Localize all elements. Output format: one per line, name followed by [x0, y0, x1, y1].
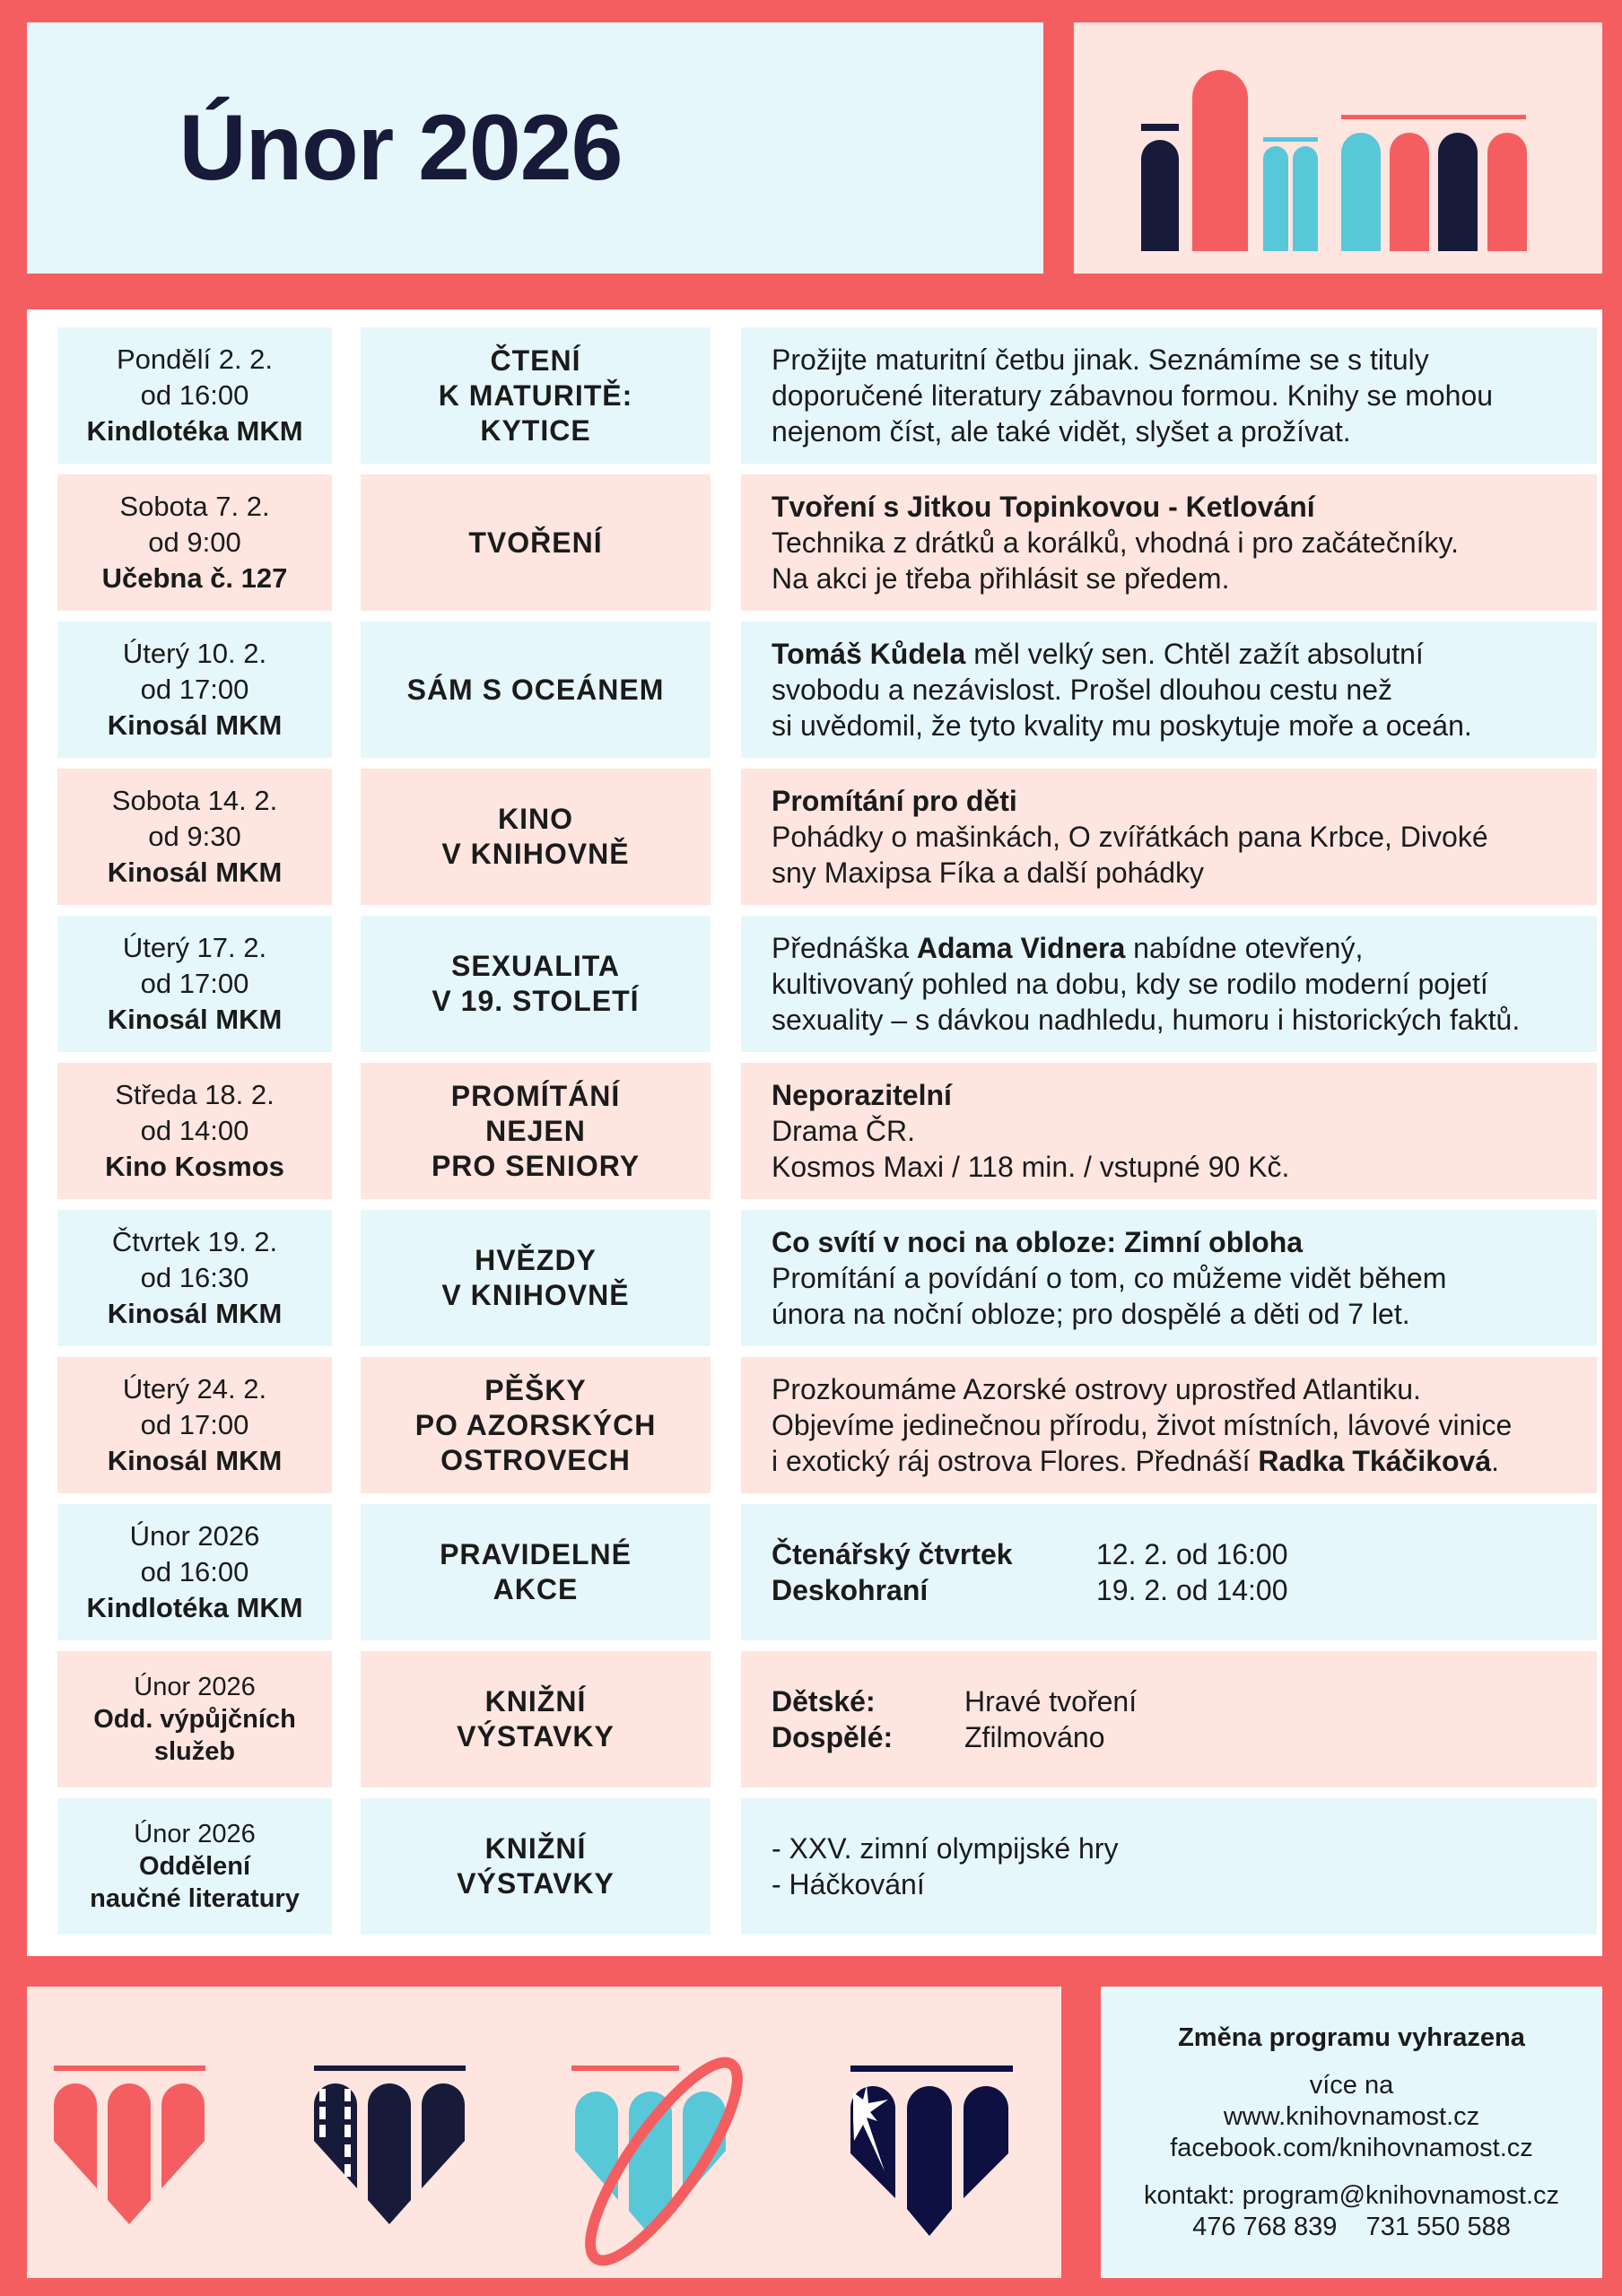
- event-time: od 17:00: [140, 674, 249, 705]
- event-title: [361, 474, 711, 611]
- logo-column-1: [1141, 140, 1179, 251]
- event-date: Únor 2026: [134, 1820, 256, 1848]
- event-title: [361, 1798, 711, 1935]
- event-place: Odd. výpůjčních: [93, 1705, 296, 1734]
- heart-columns-planet-icon: [568, 2045, 760, 2278]
- event-row: [27, 1504, 1602, 1640]
- event-desc-line: Na akci je třeba přihlásit se předem.: [772, 562, 1230, 595]
- event-desc-line: svobodu a nezávislost. Prošel dlouhou cestu než: [772, 674, 1392, 706]
- event-row: [27, 474, 1602, 611]
- event-place: Kinosál MKM: [107, 709, 283, 741]
- event-desc-text: měl velký sen. Chtěl zažít absolutní: [965, 638, 1424, 670]
- event-description: [741, 622, 1597, 758]
- event-date: Únor 2026: [129, 1520, 260, 1552]
- logo-column-4a: [1341, 133, 1381, 251]
- event-title: [361, 1651, 711, 1787]
- event-when: [57, 327, 332, 464]
- event-title-line: PROMÍTÁNÍ: [450, 1079, 621, 1112]
- heart-columns-coral-icon: [54, 2066, 205, 2224]
- event-when: [57, 1357, 332, 1493]
- event-desc-line: Kosmos Maxi / 118 min. / vstupné 90 Kč.: [772, 1151, 1290, 1183]
- event-row: [27, 1210, 1602, 1346]
- event-place: Kinosál MKM: [107, 1004, 283, 1035]
- event-title-line: KINO: [498, 803, 573, 835]
- regular-event-item: [772, 1572, 1597, 1608]
- regular-event-name: Deskohraní: [772, 1574, 929, 1606]
- footer-info: [1101, 1987, 1602, 2278]
- event-row: [27, 1357, 1602, 1493]
- event-desc-name: Adama Vidnera: [916, 932, 1126, 964]
- event-title: [361, 622, 711, 758]
- event-title-line: OSTROVECH: [440, 1443, 631, 1476]
- event-place: Učebna č. 127: [101, 562, 288, 594]
- event-description: [741, 1357, 1597, 1493]
- event-desc-text: nabídne otevřený,: [1125, 932, 1364, 964]
- event-desc-line: Drama ČR.: [772, 1115, 916, 1147]
- facebook-link[interactable]: facebook.com/knihovnamost.cz: [1170, 2134, 1533, 2162]
- event-time: od 17:00: [140, 968, 249, 999]
- page-title: Únor 2026: [179, 95, 623, 200]
- event-row: [27, 769, 1602, 905]
- event-desc-text: .: [1491, 1445, 1500, 1477]
- event-desc-name: Radka Tkáčiková: [1258, 1445, 1492, 1477]
- event-title-line: PRAVIDELNÉ: [440, 1538, 632, 1570]
- event-title-line: AKCE: [493, 1573, 579, 1605]
- event-place: služeb: [153, 1737, 236, 1766]
- program-panel: [27, 309, 1602, 1956]
- heart-columns-window-icon: [314, 2066, 466, 2224]
- event-desc-text: Přednáška: [772, 932, 917, 964]
- event-title: [361, 1063, 711, 1199]
- event-title-line: PO AZORSKÝCH: [414, 1408, 657, 1441]
- event-row: [27, 1651, 1602, 1787]
- event-description: [741, 1063, 1597, 1199]
- event-title-line: V KNIHOVNĚ: [441, 838, 630, 870]
- event-desc-line: Promítání a povídání o tom, co můžeme vidět během: [772, 1262, 1447, 1294]
- event-date: Únor 2026: [134, 1673, 256, 1701]
- event-desc-line: - XXV. zimní olympijské hry: [772, 1832, 1119, 1865]
- event-when: [57, 1504, 332, 1640]
- event-description: [741, 1798, 1597, 1935]
- exhibition-category: Dospělé:: [772, 1721, 894, 1753]
- event-place: Oddělení: [138, 1852, 251, 1881]
- event-title-line: TVOŘENÍ: [468, 526, 603, 559]
- event-title-line: VÝSTAVKY: [457, 1867, 615, 1900]
- event-time: od 16:00: [140, 379, 249, 411]
- event-place: Kinosál MKM: [107, 1298, 283, 1329]
- event-desc-line: doporučené literatury zábavnou formou. Knihy se mohou: [772, 379, 1494, 412]
- event-title: [361, 916, 711, 1052]
- event-time: od 9:30: [148, 821, 241, 852]
- event-row: [27, 1063, 1602, 1199]
- exhibition-name: Zfilmováno: [964, 1721, 1105, 1753]
- event-description: [741, 474, 1597, 611]
- logo-column-4c: [1438, 133, 1478, 251]
- footer-logos: [27, 1987, 1061, 2278]
- event-desc-line: Pohádky o mašinkách, O zvířátkách pana Krbce, Divoké: [772, 821, 1488, 853]
- event-when: [57, 916, 332, 1052]
- heart-columns-star-icon: [850, 2066, 1013, 2236]
- event-place: naučné literatury: [90, 1884, 300, 1913]
- library-columns-logo-icon: [1074, 22, 1602, 274]
- logo-column-2: [1192, 70, 1248, 251]
- event-when: [57, 1063, 332, 1199]
- event-title-line: V 19. STOLETÍ: [432, 985, 640, 1017]
- event-title-line: KYTICE: [480, 413, 591, 447]
- event-row: [27, 1798, 1602, 1935]
- event-place: Kinosál MKM: [107, 857, 283, 888]
- event-description: [741, 916, 1597, 1052]
- logo-bar-4: [1341, 115, 1526, 119]
- event-date: Úterý 10. 2.: [122, 638, 267, 669]
- event-row: [27, 327, 1602, 464]
- event-date: Sobota 14. 2.: [111, 785, 278, 816]
- event-date: Úterý 17. 2.: [122, 932, 267, 963]
- event-date: Středa 18. 2.: [115, 1079, 275, 1110]
- event-when: [57, 1798, 332, 1935]
- event-row: [27, 916, 1602, 1052]
- more-info-label: více na: [1309, 2071, 1394, 2100]
- event-desc-name: Tomáš Kůdela: [772, 638, 966, 670]
- event-desc-line: Objevíme jedinečnou přírodu, život místních, lávové vinice: [772, 1409, 1513, 1441]
- event-title-line: KNIŽNÍ: [484, 1685, 587, 1718]
- event-desc-heading: Neporazitelní: [772, 1079, 952, 1111]
- event-desc-line: sny Maxipsa Fíka a další pohádky: [772, 857, 1205, 889]
- logo-bar-1: [1141, 124, 1179, 131]
- event-description: [741, 1210, 1597, 1346]
- exhibition-category: Dětské:: [772, 1685, 876, 1718]
- logo-bar-3: [1263, 137, 1318, 142]
- logo-column-4d: [1487, 133, 1527, 251]
- event-when: [57, 622, 332, 758]
- event-date: Úterý 24. 2.: [122, 1373, 267, 1405]
- event-place: Kinosál MKM: [107, 1445, 283, 1476]
- exhibition-item: [772, 1719, 1597, 1755]
- event-desc-line: sexuality – s dávkou nadhledu, humoru i historických faktů.: [772, 1004, 1521, 1036]
- event-title: [361, 327, 711, 464]
- website-link[interactable]: www.knihovnamost.cz: [1223, 2102, 1480, 2131]
- event-desc-line: si uvědomil, že tyto kvality mu poskytuje moře a oceán.: [772, 709, 1472, 742]
- header-logo-box: [1074, 22, 1602, 274]
- event-title-line: SÁM S OCEÁNEM: [406, 673, 665, 706]
- header-title-box: [27, 22, 1043, 274]
- regular-event-time: 19. 2. od 14:00: [1096, 1574, 1288, 1606]
- event-desc-line: února na noční obloze; pro dospělé a děti od 7 let.: [772, 1298, 1410, 1330]
- event-title: [361, 1504, 711, 1640]
- event-time: od 9:00: [148, 526, 241, 558]
- event-date: Sobota 7. 2.: [119, 491, 270, 522]
- event-desc-line: Technika z drátků a korálků, vhodná i pro začátečníky.: [772, 526, 1460, 559]
- event-time: od 14:00: [140, 1115, 249, 1146]
- event-when: [57, 1651, 332, 1787]
- event-title: [361, 769, 711, 905]
- event-when: [57, 1210, 332, 1346]
- event-place: Kino Kosmos: [105, 1151, 284, 1182]
- event-desc-line: nejenom číst, ale také vidět, slyšet a prožívat.: [772, 415, 1351, 448]
- event-title-line: PRO SENIORY: [431, 1149, 641, 1182]
- event-time: od 16:00: [140, 1556, 249, 1587]
- logo-column-3b: [1293, 146, 1318, 251]
- event-when: [57, 769, 332, 905]
- logo-column-4b: [1390, 133, 1429, 251]
- event-desc-line: kultivovaný pohled na dobu, kdy se rodilo moderní pojetí: [772, 968, 1488, 1000]
- event-description: [741, 1651, 1597, 1787]
- event-desc-heading: Promítání pro děti: [772, 785, 1017, 817]
- event-title-line: VÝSTAVKY: [457, 1720, 615, 1752]
- event-title: [361, 1357, 711, 1493]
- event-desc-line: Prozkoumáme Azorské ostrovy uprostřed Atlantiku.: [772, 1373, 1421, 1405]
- regular-event-item: [772, 1536, 1597, 1572]
- event-when: [57, 474, 332, 611]
- contact-phones: 476 768 839 731 550 588: [1192, 2213, 1511, 2241]
- event-date: Pondělí 2. 2.: [116, 344, 274, 375]
- contact-email[interactable]: kontakt: program@knihovnamost.cz: [1143, 2181, 1560, 2210]
- event-desc-heading: Tvoření s Jitkou Topinkovou - Ketlování: [772, 491, 1315, 523]
- event-title-line: NEJEN: [485, 1114, 586, 1147]
- event-title-line: ČTENÍ: [490, 344, 581, 377]
- event-desc-heading: Co svítí v noci na obloze: Zimní obloha: [772, 1226, 1304, 1258]
- exhibition-name: Hravé tvoření: [964, 1685, 1138, 1718]
- event-description: [741, 1504, 1597, 1640]
- regular-event-name: Čtenářský čtvrtek: [772, 1538, 1013, 1570]
- event-description: [741, 327, 1597, 464]
- program-change-notice: Změna programu vyhrazena: [1178, 2023, 1525, 2052]
- event-place: Kindlotéka MKM: [86, 1592, 303, 1623]
- event-desc-line: Prožijte maturitní četbu jinak. Seznámíme se s tituly: [772, 344, 1429, 376]
- event-title-line: KNIŽNÍ: [484, 1832, 587, 1865]
- exhibition-item: [772, 1683, 1597, 1719]
- event-title-line: PĚŠKY: [484, 1373, 587, 1406]
- event-title-line: K MATURITĚ:: [438, 378, 633, 412]
- event-desc-text: i exotický ráj ostrova Flores. Přednáší: [772, 1445, 1259, 1477]
- event-time: od 16:30: [140, 1262, 249, 1293]
- event-date: Čtvrtek 19. 2.: [111, 1226, 278, 1257]
- regular-event-time: 12. 2. od 16:00: [1096, 1538, 1288, 1570]
- event-title-line: HVĚZDY: [475, 1244, 597, 1276]
- event-title-line: V KNIHOVNĚ: [441, 1279, 630, 1311]
- event-title: [361, 1210, 711, 1346]
- event-time: od 17:00: [140, 1409, 249, 1440]
- event-place: Kindlotéka MKM: [86, 415, 303, 447]
- event-row: [27, 622, 1602, 758]
- event-desc-line: - Háčkování: [772, 1868, 925, 1900]
- event-description: [741, 769, 1597, 905]
- logo-column-3a: [1263, 146, 1288, 251]
- event-title-line: SEXUALITA: [451, 950, 620, 982]
